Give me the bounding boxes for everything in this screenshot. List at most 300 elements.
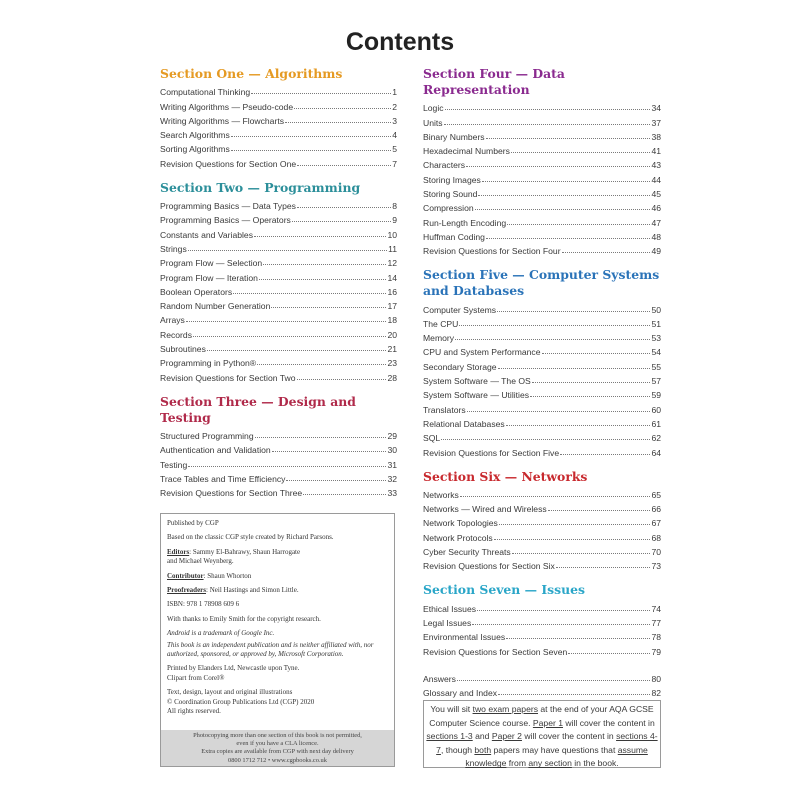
design-line: Text, design, layout and original illustrations [167,688,293,697]
note-text: will cover the content in [521,731,617,742]
section-six [423,469,661,572]
contents-entry[interactable] [423,486,661,500]
entry-title: Random Number Generation [160,301,271,312]
contents-entry[interactable] [423,670,661,684]
entry-page-number: 14 [387,272,397,283]
entry-page-number: 77 [651,617,661,628]
editors [167,548,388,567]
section-one-heading[interactable]: Section One — Algorithms [160,66,343,81]
entry-page-number: 8 [392,201,397,212]
dot-leader [507,224,650,225]
entry-page-number: 38 [651,131,661,142]
entry-title: Trace Tables and Time Efficiency [160,473,286,484]
editors-text: : Sammy El-Bahrawy, Shaun Harrogate [189,547,301,556]
contents-entry[interactable] [423,343,661,357]
entry-page-number: 60 [651,404,661,415]
contents-entry[interactable] [423,386,661,400]
section-five-entries [423,300,661,457]
contents-entry[interactable] [423,557,661,571]
contents-entry[interactable] [160,197,397,211]
contents-entry[interactable] [160,470,397,484]
entry-page-number: 78 [651,632,661,643]
entry-title: Compression [423,203,474,214]
contributor [167,572,388,581]
dot-leader [254,236,386,237]
entry-title: CPU and System Performance [423,347,541,358]
dot-leader [478,195,650,196]
dot-leader [472,624,650,625]
entry-title: Constants and Variables [160,229,253,240]
contents-entry[interactable] [160,112,397,126]
entry-page-number: 11 [388,243,397,254]
contents-entry[interactable] [423,300,661,314]
section-two-entries [160,197,397,383]
contents-left-column [160,66,397,509]
entry-title: Computer Systems [423,304,497,315]
section-four-entries [423,99,661,256]
note-emphasis: any section [528,758,572,769]
contents-entry[interactable] [423,242,661,256]
entry-page-number: 74 [651,603,661,614]
contents-entry[interactable] [160,455,397,469]
contents-entry[interactable] [423,628,661,642]
entry-title: Revision Questions for Section Five [423,447,560,458]
note-emphasis: assume knowledge [465,744,648,769]
dot-leader [494,539,651,540]
entry-title: Binary Numbers [423,131,485,142]
entry-title: Strings [160,243,187,254]
dot-leader [511,152,651,153]
entry-page-number: 2 [392,101,397,112]
dot-leader [466,166,650,167]
entry-page-number: 51 [651,318,661,329]
entry-page-number: 1 [392,87,397,98]
dot-leader [562,252,651,253]
entry-page-number: 33 [387,488,397,499]
contents-entry[interactable] [423,329,661,343]
contents-entry[interactable] [160,154,397,168]
dot-leader [263,264,386,265]
photocopy-notice [161,730,394,766]
entry-title: Storing Sound [423,189,478,200]
dot-leader [459,325,650,326]
dot-leader [486,138,651,139]
section-one [160,66,397,169]
entry-page-number: 62 [651,433,661,444]
entry-title: System Software — Utilities [423,390,530,401]
note-text: , though [440,744,475,755]
dot-leader [498,368,651,369]
contents-entry[interactable] [423,128,661,142]
entry-title: Network Protocols [423,532,493,543]
entry-page-number: 34 [651,103,661,114]
contents-entry[interactable] [160,97,397,111]
section-five-heading[interactable] [423,267,661,299]
entry-title: Revision Questions for Section Two [160,372,296,383]
proofreaders-label: Proofreaders [167,586,207,595]
entry-title: Revision Questions for Section Four [423,246,561,257]
dot-leader [475,209,651,210]
contents-entry[interactable] [423,156,661,170]
dot-leader [186,321,387,322]
entry-title: Translators [423,404,466,415]
based-on: Based on the classic CGP style created by Richard Parsons. [167,533,334,542]
contents-entry[interactable] [160,283,397,297]
entry-title: Revision Questions for Section Three [160,488,303,499]
editors-text-2: and Michael Weynberg. [167,557,234,566]
photocopy-line-4: 0800 1712 712 • www.cgpbooks.co.uk [228,756,327,764]
entry-page-number: 54 [651,347,661,358]
trademark-notice: Android is a trademark of Google Inc. [167,629,275,638]
section-seven [423,582,661,656]
contents-entry[interactable] [423,357,661,371]
contents-entry[interactable] [423,228,661,242]
editors-label: Editors [167,547,190,556]
section-three-heading[interactable]: Section Three — Design and Testing [160,393,356,425]
entry-page-number: 57 [651,376,661,387]
dot-leader [233,293,386,294]
entry-title: Arrays [160,315,185,326]
contents-entry[interactable] [160,311,397,325]
contents-entry[interactable] [160,325,397,339]
dot-leader [297,207,391,208]
independent-notice: This book is an independent publication and is neither affiliated with, nor authorized, sponsored, or approved by, Microsoft Corporation. [167,640,374,659]
entry-page-number: 53 [651,333,661,344]
entry-page-number: 4 [392,130,397,141]
dot-leader [506,425,651,426]
entry-title: The CPU [423,318,459,329]
dot-leader [271,307,386,308]
entry-page-number: 12 [387,258,397,269]
contents-entry[interactable] [423,614,661,628]
dot-leader [455,339,650,340]
contents-entry[interactable] [160,297,397,311]
entry-page-number: 16 [387,286,397,297]
entry-title: Subroutines [160,344,206,355]
note-emphasis: both [474,744,492,755]
entry-page-number: 41 [651,146,661,157]
note-emphasis: sections 4-7 [436,731,658,755]
entry-title: Programming Basics — Data Types [160,201,296,212]
dot-leader [532,382,651,383]
dot-leader [499,524,651,525]
section-seven-heading[interactable]: Section Seven — Issues [423,582,585,598]
section-two-heading[interactable]: Section Two — Programming [160,179,361,195]
entry-title: Answers [423,673,456,684]
contents-entry[interactable] [423,500,661,514]
entry-page-number: 3 [392,115,397,126]
contents-entry[interactable] [160,368,397,382]
contents-entry[interactable] [160,83,397,97]
entry-title: Revision Questions for Section Seven [423,646,568,657]
contents-entry[interactable] [160,354,397,368]
contents-entry[interactable] [423,642,661,656]
section-three-entries [160,427,397,498]
dot-leader [530,396,650,397]
entry-title: Memory [423,333,455,344]
entry-title: Units [423,117,443,128]
entry-title: Logic [423,103,444,114]
dot-leader [506,638,650,639]
contents-entry[interactable] [423,315,661,329]
contents-entry[interactable] [160,254,397,268]
entry-page-number: 64 [651,447,661,458]
entry-title: Environmental Issues [423,632,506,643]
entry-title: Writing Algorithms — Flowcharts [160,115,285,126]
entry-title: System Software — The OS [423,376,531,387]
dot-leader [297,379,387,380]
entry-page-number: 48 [651,231,661,242]
dot-leader [292,221,391,222]
entry-page-number: 49 [651,246,661,257]
photocopy-line-3: Extra copies are available from CGP with next day delivery [201,748,354,756]
entry-title: Programming Basics — Operators [160,215,291,226]
publisher-info-text [161,514,394,717]
entry-page-number: 65 [651,489,661,500]
entry-title: Sorting Algorithms [160,144,230,155]
entry-title: Networks [423,489,459,500]
contents-entry[interactable] [423,443,661,457]
entry-page-number: 82 [651,688,661,699]
photocopy-line-1: Photocopying more than one section of this book is not permitted, [193,732,362,739]
dot-leader [193,336,386,337]
entry-page-number: 67 [651,518,661,529]
entry-title: Structured Programming [160,430,254,441]
entry-title: Glossary and Index [423,688,498,699]
entry-page-number: 73 [651,561,661,572]
dot-leader [457,680,650,681]
entry-page-number: 30 [387,445,397,456]
section-five-heading-line2: and Databases [423,283,525,299]
dot-leader [303,494,386,495]
section-three [160,394,397,498]
entry-page-number: 7 [392,158,397,169]
contents-entry[interactable] [423,599,661,613]
entry-title: Secondary Storage [423,361,497,372]
dot-leader [285,122,391,123]
entry-page-number: 70 [651,547,661,558]
entry-page-number: 45 [651,189,661,200]
contents-entry[interactable] [160,126,397,140]
entry-page-number: 80 [651,673,661,684]
dot-leader [286,480,386,481]
contents-entry[interactable] [423,684,661,698]
section-one-entries [160,83,397,169]
back-matter-entries [423,670,661,699]
dot-leader [556,567,651,568]
page-title: Contents [345,28,455,56]
entry-page-number: 47 [651,217,661,228]
section-four [423,66,661,256]
entry-page-number: 46 [651,203,661,214]
exam-papers-note [423,700,661,768]
contributor-text: : Shaun Whorton [203,571,252,580]
note-text: papers may have questions that [491,744,618,755]
entry-page-number: 37 [651,117,661,128]
entry-page-number: 29 [387,430,397,441]
entry-title: Revision Questions for Section Six [423,561,555,572]
entry-title: Networks — Wired and Wireless [423,504,547,515]
note-emphasis: sections 1-3 [426,731,473,742]
entry-page-number: 44 [651,174,661,185]
entry-page-number: 61 [651,418,661,429]
note-text: at the end of your AQA GCSE Computer Science course. [429,704,654,728]
contents-entry[interactable] [160,484,397,498]
contents-entry[interactable] [423,514,661,528]
entry-title: Programming in Python® [160,358,257,369]
contents-entry[interactable] [423,415,661,429]
entry-page-number: 18 [387,315,397,326]
entry-title: Relational Databases [423,418,505,429]
contents-entry[interactable] [423,99,661,113]
contents-entry[interactable] [160,240,397,254]
dot-leader [207,350,387,351]
dot-leader [188,466,386,467]
entry-page-number: 59 [651,390,661,401]
contents-entry[interactable] [423,185,661,199]
isbn: ISBN: 978 1 78908 609 6 [167,600,240,609]
thanks: With thanks to Emily Smith for the copyright research. [167,614,321,623]
entry-page-number: 17 [387,301,397,312]
contents-entry[interactable] [160,268,397,282]
entry-page-number: 21 [387,344,397,355]
dot-leader [477,610,650,611]
entry-title: Ethical Issues [423,603,477,614]
note-text: from [506,758,529,769]
dot-leader [482,181,651,182]
section-two [160,180,397,383]
entry-title: Characters [423,160,466,171]
entry-title: Huffman Coding [423,231,485,242]
entry-title: SQL [423,433,441,444]
dot-leader [568,653,650,654]
contents-entry[interactable] [160,211,397,225]
dot-leader [188,250,387,251]
contents-right-column [423,66,661,698]
publisher-info-box [160,513,395,767]
contents-entry[interactable] [423,170,661,184]
entry-page-number: 68 [651,532,661,543]
published-by: Published by CGP [167,519,219,527]
dot-leader [445,109,651,110]
section-four-heading[interactable]: Section Four — Data Representation [423,66,565,97]
dot-leader [498,694,650,695]
dot-leader [231,150,391,151]
dot-leader [460,496,651,497]
contents-entry[interactable] [160,427,397,441]
dot-leader [512,553,651,554]
contents-entry[interactable] [423,142,661,156]
dot-leader [560,454,650,455]
entry-page-number: 20 [387,329,397,340]
contents-entry[interactable] [160,441,397,455]
note-emphasis: Paper 1 [532,717,564,728]
entry-page-number: 5 [392,144,397,155]
entry-page-number: 50 [651,304,661,315]
entry-title: Cyber Security Threats [423,547,511,558]
entry-title: Search Algorithms [160,130,230,141]
clipart: Clipart from Corel® [167,673,225,682]
note-text: You will sit [430,704,473,714]
dot-leader [297,165,391,166]
copyright-line: © Coordination Group Publications Ltd (CGP) 2020 [167,697,315,706]
proofreaders-text: : Neil Hastings and Simon Little. [206,586,299,595]
entry-title: Authentication and Validation [160,445,271,456]
entry-title: Revision Questions for Section One [160,158,297,169]
entry-title: Computational Thinking [160,87,251,98]
contents-entry[interactable] [423,543,661,557]
note-emphasis: Paper 2 [491,731,522,742]
dot-leader [497,311,650,312]
entry-page-number: 32 [387,473,397,484]
dot-leader [231,136,391,137]
contents-entry[interactable] [160,340,397,354]
entry-title: Storing Images [423,174,481,185]
contributor-label: Contributor [167,571,204,580]
dot-leader [272,451,387,452]
dot-leader [257,364,386,365]
dot-leader [486,238,650,239]
dot-leader [441,439,650,440]
dot-leader [467,411,651,412]
entry-page-number: 66 [651,504,661,515]
contents-entry[interactable] [423,113,661,127]
proofreaders [167,586,388,595]
dot-leader [548,510,651,511]
entry-title: Legal Issues [423,617,472,628]
section-six-entries [423,486,661,572]
entry-page-number: 28 [387,372,397,383]
contents-entry[interactable] [423,400,661,414]
dot-leader [259,279,387,280]
note-text: and [472,731,492,742]
entry-title: Run-Length Encoding [423,217,507,228]
note-text: will cover the content in [563,717,655,728]
contents-entry[interactable] [423,199,661,213]
dot-leader [542,353,651,354]
entry-page-number: 10 [387,229,397,240]
contents-entry[interactable] [423,429,661,443]
note-text: in the book. [571,758,619,769]
entry-page-number: 31 [387,459,397,470]
rights-line: All rights reserved. [167,707,221,716]
section-six-heading[interactable]: Section Six — Networks [423,468,588,484]
contents-entry[interactable] [423,528,661,542]
entry-title: Testing [160,459,188,470]
dot-leader [255,437,387,438]
section-five-heading-line1: Section Five — Computer Systems [423,267,660,283]
dot-leader [444,124,651,125]
section-seven-entries [423,599,661,656]
entry-title: Writing Algorithms — Pseudo-code [160,101,294,112]
entry-page-number: 79 [651,646,661,657]
entry-title: Hexadecimal Numbers [423,146,510,157]
contents-entry[interactable] [423,372,661,386]
entry-page-number: 9 [392,215,397,226]
photocopy-line-2: even if you have a CLA licence. [236,740,319,748]
contents-entry[interactable] [423,213,661,227]
contents-entry[interactable] [160,140,397,154]
entry-title: Records [160,329,192,340]
section-five [423,267,661,457]
dot-leader [294,108,391,109]
entry-page-number: 43 [651,160,661,171]
entry-title: Network Topologies [423,518,498,529]
contents-entry[interactable] [160,225,397,239]
note-emphasis: two exam papers [472,704,539,714]
entry-title: Boolean Operators [160,286,233,297]
entry-page-number: 55 [651,361,661,372]
